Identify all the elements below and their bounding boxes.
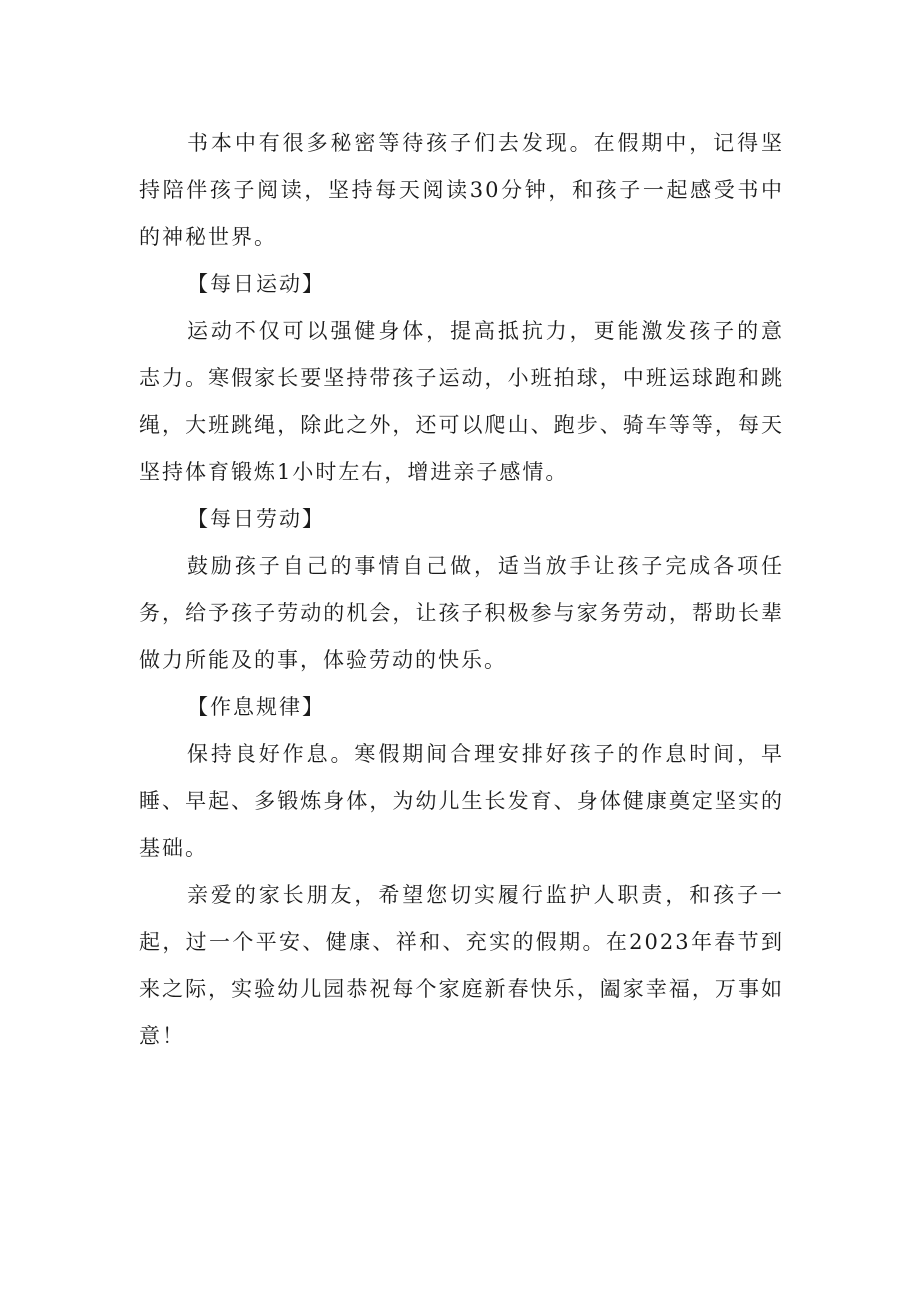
paragraph-labor: 鼓励孩子自己的事情自己做，适当放手让孩子完成各项任务，给予孩子劳动的机会，让孩子积极参与家务劳动，帮助长辈做力所能及的事，体验劳动的快乐。 bbox=[139, 554, 784, 672]
paragraph-closing: 亲爱的家长朋友，希望您切实履行监护人职责，和孩子一起，过一个平安、健康、祥和、充实的假期。在2023年春节到来之际，实验幼儿园恭祝每个家庭新春快乐，阖家幸福，万事如意！ bbox=[139, 883, 784, 1048]
paragraph-reading: 书本中有很多秘密等待孩子们去发现。在假期中，记得坚持陪伴孩子阅读，坚持每天阅读30分钟，和孩子一起感受书中的神秘世界。 bbox=[139, 131, 784, 249]
paragraph-routine: 保持良好作息。寒假期间合理安排好孩子的作息时间，早睡、早起、多锻炼身体，为幼儿生长发育、身体健康奠定坚实的基础。 bbox=[139, 742, 784, 860]
heading-regular-routine: 【作息规律】 bbox=[187, 695, 325, 719]
document-body bbox=[139, 120, 784, 1060]
paragraph-exercise: 运动不仅可以强健身体，提高抵抗力，更能激发孩子的意志力。寒假家长要坚持带孩子运动，小班拍球，中班运球跑和跳绳，大班跳绳，除此之外，还可以爬山、跑步、骑车等等，每天坚持体育锻炼1小时左右，增进亲子感情。 bbox=[139, 319, 784, 484]
heading-daily-exercise: 【每日运动】 bbox=[187, 272, 325, 296]
heading-daily-labor: 【每日劳动】 bbox=[187, 507, 325, 531]
